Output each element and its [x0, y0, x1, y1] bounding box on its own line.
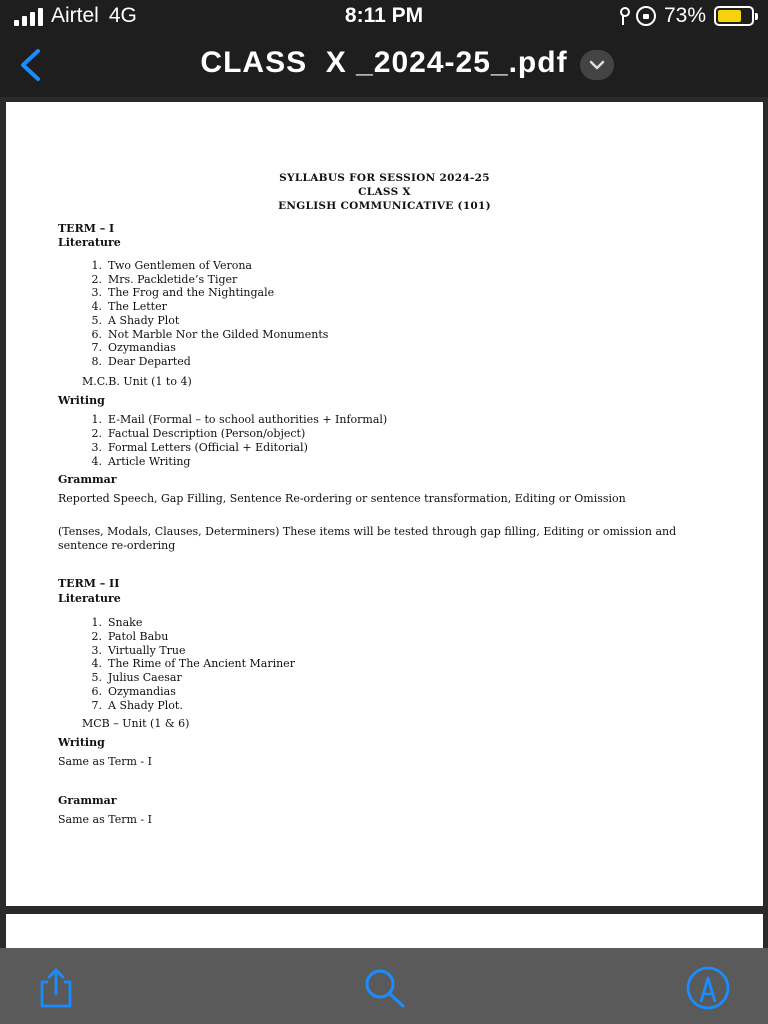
list-item-text: Article Writing — [108, 455, 191, 468]
term1-literature-item — [82, 286, 274, 299]
term1-mcb: M.C.B. Unit (1 to 4) — [82, 375, 192, 388]
list-item-text: Dear Departed — [108, 354, 191, 368]
list-item-text: Not Marble Nor the Gilded Monuments — [108, 327, 329, 341]
list-number: 3. — [91, 441, 102, 454]
list-item-text: Formal Letters (Official + Editorial) — [108, 441, 308, 454]
term1-writing-item — [82, 455, 190, 468]
bottom-toolbar — [0, 948, 768, 1024]
document-title: CLASS X _2024-25_.pdf — [200, 46, 568, 79]
term1-literature-item — [82, 273, 237, 286]
list-number: 1. — [91, 616, 102, 629]
list-number: 5. — [91, 671, 102, 685]
title-menu-button[interactable] — [580, 50, 614, 80]
clock: 8:11 PM — [344, 4, 424, 27]
term1-literature-item — [82, 259, 252, 272]
navigation-bar — [0, 34, 768, 98]
list-item-text: Factual Description (Person/object) — [108, 427, 306, 440]
battery-icon — [714, 6, 754, 26]
class-heading: CLASS X — [358, 186, 411, 198]
list-number: 4. — [91, 455, 102, 468]
term1-literature-item — [82, 341, 176, 354]
term2-grammar-text: Same as Term - I — [58, 813, 152, 826]
term2-grammar-label: Grammar — [58, 794, 117, 807]
term2-title: TERM – II — [58, 577, 120, 590]
list-item-text: Patol Babu — [108, 629, 169, 643]
term1-title: TERM – I — [58, 222, 115, 235]
term1-literature-item — [82, 314, 179, 327]
carrier-name: Airtel — [51, 4, 99, 27]
list-item-text: E-Mail (Formal – to school authorities + Informal) — [108, 413, 388, 426]
term1-literature-item — [82, 328, 328, 341]
list-item-text: Snake — [108, 616, 143, 629]
term2-literature-label: Literature — [58, 592, 121, 605]
list-item-text: A Shady Plot. — [108, 698, 183, 712]
term1-grammar-label: Grammar — [58, 473, 117, 486]
term1-literature-item — [82, 355, 191, 368]
list-number: 4. — [91, 300, 102, 314]
term2-writing-text: Same as Term - I — [58, 755, 152, 768]
term1-writing-item — [82, 427, 305, 440]
list-number: 5. — [91, 313, 102, 327]
term2-literature-item — [82, 699, 183, 712]
list-number: 6. — [91, 685, 102, 698]
location-icon — [618, 7, 628, 25]
term1-grammar-text-1: Reported Speech, Gap Filling, Sentence Re-ordering or sentence transformation, Editing or Omission — [58, 492, 626, 505]
list-number: 1. — [91, 413, 102, 426]
list-number: 7. — [91, 698, 102, 712]
term1-writing-label: Writing — [58, 394, 105, 407]
term1-literature-label: Literature — [58, 236, 121, 249]
term2-writing-label: Writing — [58, 736, 105, 749]
list-item-text: The Rime of The Ancient Mariner — [108, 657, 295, 671]
list-item-text: Mrs. Packletide’s Tiger — [108, 272, 238, 286]
list-number: 2. — [91, 629, 102, 643]
document-viewer[interactable] — [0, 98, 768, 948]
list-number: 7. — [91, 341, 102, 355]
list-item-text: Ozymandias — [108, 341, 176, 355]
term2-literature-item — [82, 657, 295, 670]
term2-literature-item — [82, 630, 168, 643]
markup-icon[interactable] — [686, 966, 730, 1010]
list-number: 2. — [91, 272, 102, 286]
list-number: 4. — [91, 657, 102, 671]
list-number: 1. — [91, 259, 102, 272]
term1-literature-item — [82, 300, 167, 313]
term2-literature-item — [82, 671, 182, 684]
list-number: 8. — [91, 354, 102, 368]
list-number: 3. — [91, 643, 102, 657]
list-item-text: Two Gentlemen of Verona — [108, 259, 252, 272]
list-item-text: The Letter — [108, 300, 167, 314]
list-number: 2. — [91, 427, 102, 440]
share-icon[interactable] — [34, 966, 78, 1010]
term2-literature-item — [82, 616, 142, 629]
term2-mcb: MCB – Unit (1 & 6) — [82, 717, 190, 730]
term1-grammar-text-2: (Tenses, Modals, Clauses, Determiners) These items will be tested through gap filling, Editing or omission and sentence re-ordering — [58, 525, 677, 552]
status-bar — [0, 0, 768, 34]
term2-literature-item — [82, 644, 186, 657]
list-number: 6. — [91, 327, 102, 341]
term1-writing-item — [82, 441, 308, 454]
list-item-text: The Frog and the Nightingale — [108, 286, 275, 300]
search-icon[interactable] — [362, 966, 406, 1010]
list-item-text: A Shady Plot — [108, 313, 180, 327]
network-type: 4G — [108, 4, 137, 27]
list-item-text: Julius Caesar — [108, 671, 182, 685]
chevron-down-icon — [589, 59, 605, 71]
term2-literature-item — [82, 685, 176, 698]
rotation-lock-icon — [636, 6, 656, 26]
subject-heading: ENGLISH COMMUNICATIVE (101) — [278, 200, 491, 212]
term1-writing-item — [82, 413, 387, 426]
pdf-page — [6, 102, 763, 906]
syllabus-heading: SYLLABUS FOR SESSION 2024-25 — [279, 172, 490, 184]
list-item-text: Ozymandias — [108, 685, 176, 698]
battery-percent: 73% — [663, 4, 706, 27]
list-number: 3. — [91, 286, 102, 300]
list-item-text: Virtually True — [108, 643, 186, 657]
